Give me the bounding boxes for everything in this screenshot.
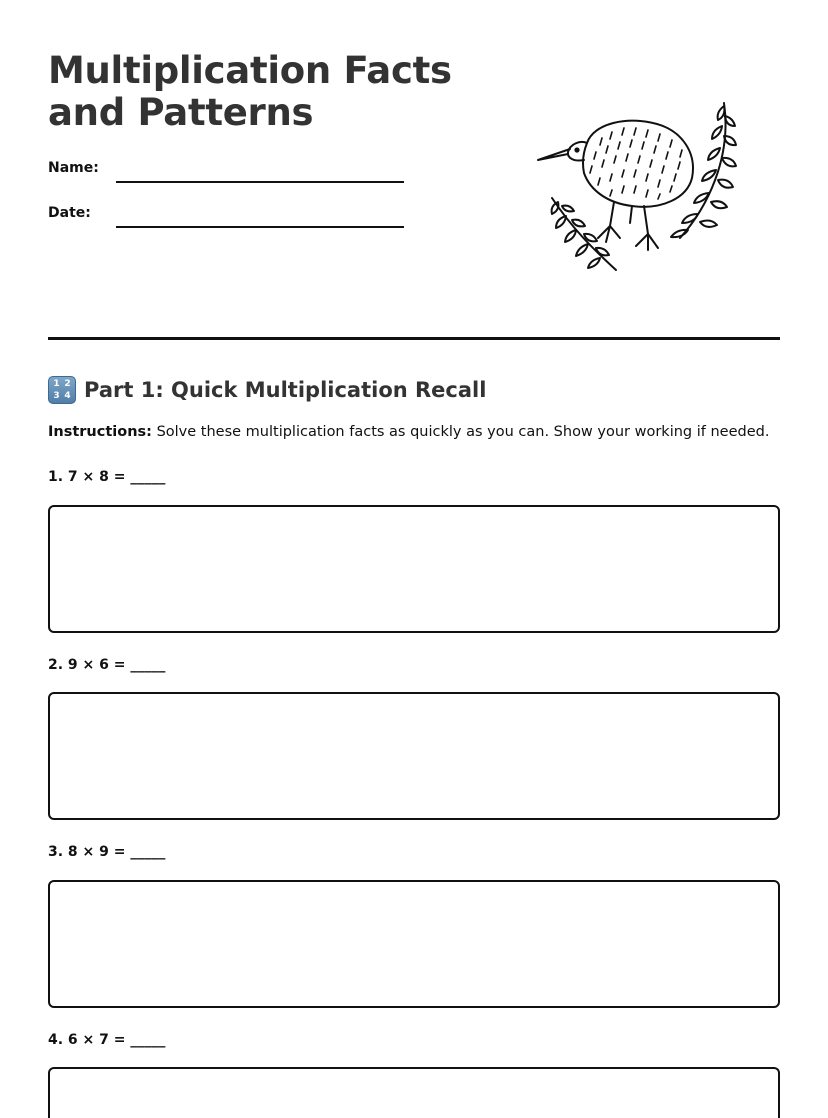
answer-box-1[interactable]	[48, 505, 780, 633]
question-2: 2. 9 × 6 = _____	[48, 657, 166, 673]
name-label: Name:	[48, 160, 99, 176]
name-line[interactable]	[116, 181, 404, 183]
date-line[interactable]	[116, 226, 404, 228]
instructions-label: Instructions:	[48, 424, 152, 440]
icon-digit: 3	[53, 391, 60, 401]
icon-digit: 4	[64, 391, 71, 401]
icon-digit: 2	[64, 379, 71, 389]
answer-box-2[interactable]	[48, 692, 780, 820]
section-divider	[48, 337, 780, 340]
input-numbers-icon	[48, 376, 76, 404]
question-4: 4. 6 × 7 = _____	[48, 1032, 166, 1048]
worksheet-title: Multiplication Facts and Patterns	[48, 49, 452, 134]
part1-title: Part 1: Quick Multiplication Recall	[84, 378, 487, 402]
instructions	[48, 424, 788, 440]
date-label: Date:	[48, 205, 91, 221]
question-1: 1. 7 × 8 = _____	[48, 469, 166, 485]
kiwi-bird-illustration-icon	[532, 98, 752, 278]
question-3: 3. 8 × 9 = _____	[48, 844, 166, 860]
instructions-text: Solve these multiplication facts as quickly as you can. Show your working if needed.	[151, 424, 770, 440]
icon-digit: 1	[53, 379, 60, 389]
answer-box-4[interactable]	[48, 1067, 780, 1118]
part1-heading	[48, 375, 486, 405]
answer-box-3[interactable]	[48, 880, 780, 1008]
